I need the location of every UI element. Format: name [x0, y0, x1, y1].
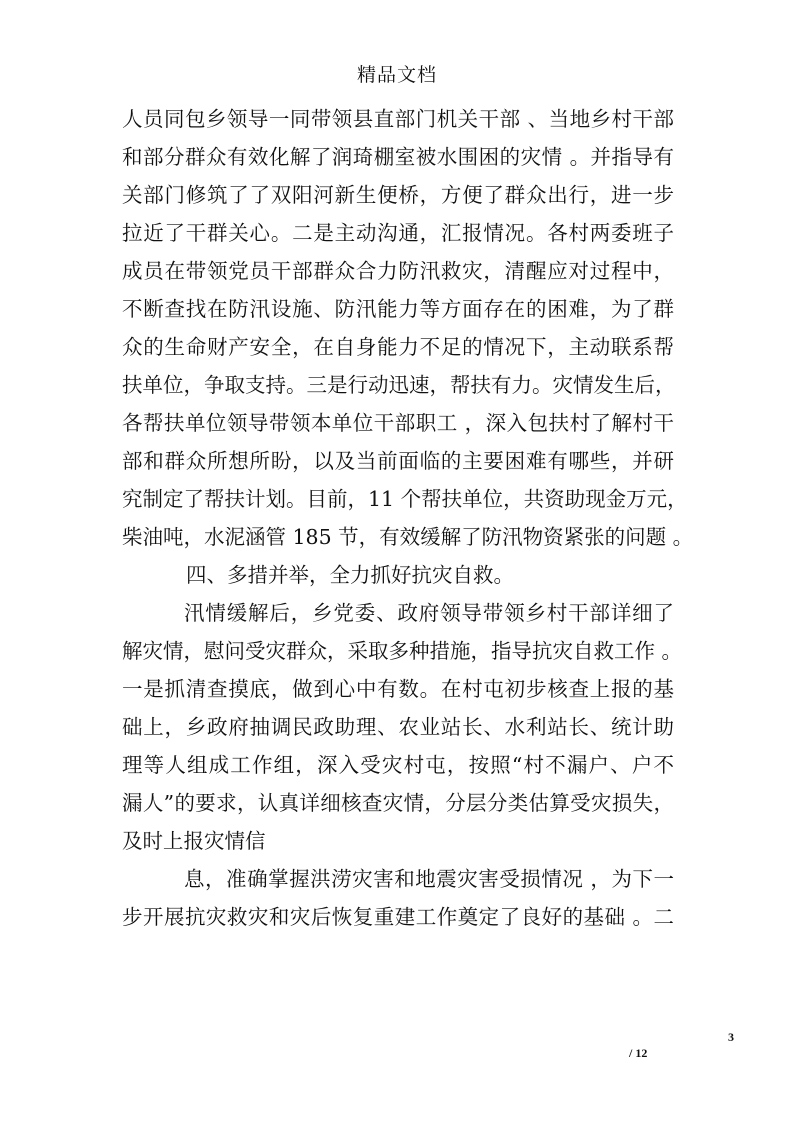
body-line: 步开展抗灾救灾和灾后恢复重建工作奠定了良好的基础 。二 — [122, 905, 674, 929]
document-header-title: 精品文档 — [356, 64, 437, 86]
body-line: 理等人组成工作组，深入受灾村屯，按照“村不漏户、户不 — [122, 753, 674, 777]
body-line: 漏人”的要求，认真详细核查灾情，分层分类估算受灾损失， — [122, 791, 674, 815]
body-line: 不断查找在防汛设施、防汛能力等方面存在的困难，为了群 — [122, 297, 674, 321]
page-number: 3 — [728, 1030, 734, 1044]
body-line: 和部分群众有效化解了润琦棚室被水围困的灾情 。并指导有 — [122, 145, 674, 169]
body-line: 部和群众所想所盼，以及当前面临的主要困难有哪些，并研 — [122, 449, 674, 473]
body-line: 础上，乡政府抽调民政助理、农业站长、水利站长、统计助 — [122, 715, 674, 739]
page-total: / 12 — [629, 1046, 648, 1060]
body-line: 众的生命财产安全，在自身能力不足的情况下，主动联系帮 — [122, 335, 674, 359]
body-line: 解灾情，慰问受灾群众，采取多种措施，指导抗灾自救工作 。 — [122, 639, 683, 663]
body-line: 汛情缓解后，乡党委、政府领导带领乡村干部详细了 — [184, 601, 674, 625]
body-line: 成员在带领党员干部群众合力防汛救灾，清醒应对过程中， — [122, 259, 674, 283]
document-body — [122, 100, 694, 936]
body-line: 人员同包乡领导一同带领县直部门机关干部 、当地乡村干部 — [122, 107, 674, 131]
body-line: 息，准确掌握洪涝灾害和地震灾害受损情况 ，为下一 — [184, 867, 674, 891]
body-line: 及时上报灾情信 — [122, 829, 266, 853]
body-line: 扶单位，争取支持。三是行动迅速，帮扶有力。灾情发生后， — [122, 373, 676, 397]
body-line: 各帮扶单位领导带领本单位干部职工 ，深入包扶村了解村干 — [122, 411, 674, 435]
body-line: 柴油吨，水泥涵管 185 节，有效缓解了防汛物资紧张的问题 。 — [122, 525, 694, 549]
body-line: 一是抓清查摸底，做到心中有数。在村屯初步核查上报的基 — [122, 677, 674, 701]
body-line: 究制定了帮扶计划。目前，11 个帮扶单位，共资助现金万元， — [122, 487, 688, 511]
section-heading: 四、多措并举，全力抓好抗灾自救。 — [186, 563, 514, 587]
body-line: 关部门修筑了了双阳河新生便桥，方便了群众出行，进一步 — [122, 183, 674, 207]
body-line: 拉近了干群关心。二是主动沟通，汇报情况。各村两委班子 — [122, 221, 674, 245]
